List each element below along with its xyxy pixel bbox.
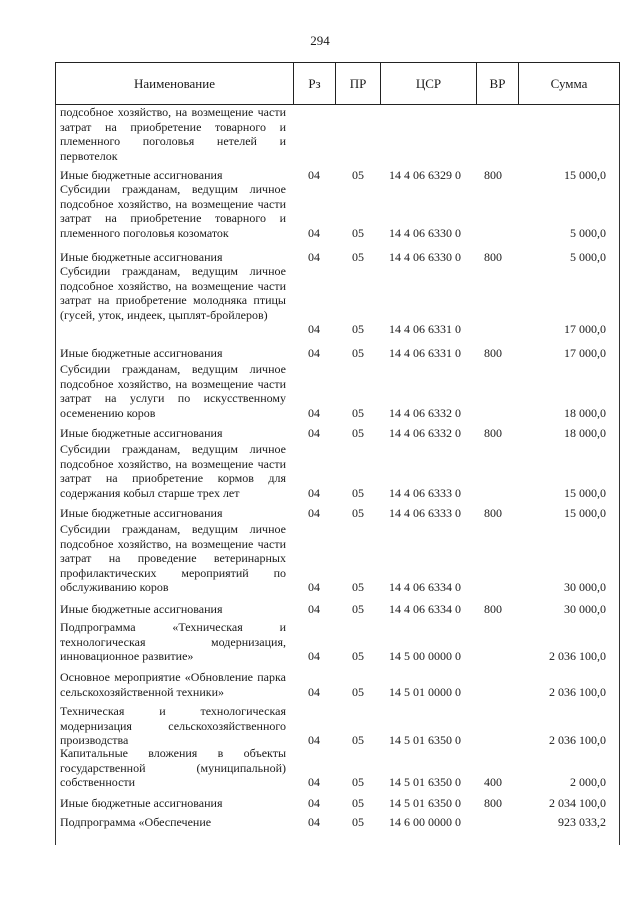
header-pr: ПР xyxy=(335,63,380,104)
row-name: Субсидии гражданам, ведущим личное подсобное хозяйство, на возмещение части затрат на приобретение товарного и племенного поголовья козоматок xyxy=(60,182,286,240)
row-name: Иные бюджетные ассигнования xyxy=(60,250,223,264)
header-rz: Рз xyxy=(293,63,335,104)
row-pr: 05 xyxy=(352,485,364,500)
row-sum: 923 033,2 xyxy=(558,815,606,829)
row-rz: 04 xyxy=(308,684,320,699)
row-vr: 800 xyxy=(484,250,502,264)
row-name: подсобное хозяйство, на возмещение части затрат на приобретение товарного и племенного поголовья нетелей и первотелок xyxy=(60,105,286,163)
row-sum: 2 000,0 xyxy=(570,775,606,790)
row-name: Субсидии гражданам, ведущим личное подсобное хозяйство, на возмещение части затрат на услуги по искусственному осеменению коров xyxy=(60,362,286,420)
row-name: Подпрограмма «Обеспечение xyxy=(60,815,212,829)
row-rz: 04 xyxy=(308,250,320,264)
row-sum: 17 000,0 xyxy=(564,346,606,360)
header-name: Наименование xyxy=(134,76,215,91)
row-pr: 05 xyxy=(352,346,364,360)
row-sum: 5 000,0 xyxy=(570,250,606,264)
row-pr: 05 xyxy=(352,405,364,420)
page-number: 294 xyxy=(310,33,330,48)
row-name: Субсидии гражданам, ведущим личное подсобное хозяйство, на возмещение части затрат на приобретение молодняка птицы (гусей, уток, индеек, цыплят-бройлеров) xyxy=(60,264,286,322)
row-pr: 05 xyxy=(352,815,364,829)
table-right-border xyxy=(619,105,620,845)
row-pr: 05 xyxy=(352,796,364,810)
row-name: Основное мероприятие «Обновление парка сельскохозяйственной техники» xyxy=(60,670,286,699)
row-vr: 400 xyxy=(484,775,502,790)
row-rz: 04 xyxy=(308,405,320,420)
row-name: Иные бюджетные ассигнования xyxy=(60,426,223,440)
row-name: Подпрограмма «Техническая и технологическая модернизация, инновационное развитие» xyxy=(60,620,286,664)
row-pr: 05 xyxy=(352,322,364,337)
row-sum: 15 000,0 xyxy=(564,485,606,500)
row-rz: 04 xyxy=(308,602,320,616)
row-sum: 30 000,0 xyxy=(564,602,606,616)
row-csr: 14 5 00 0000 0 xyxy=(389,649,461,664)
row-name: Иные бюджетные ассигнования xyxy=(60,796,223,810)
row-rz: 04 xyxy=(308,168,320,182)
table-left-border xyxy=(55,105,56,845)
row-vr: 800 xyxy=(484,796,502,810)
header-sum: Сумма xyxy=(518,63,619,104)
row-pr: 05 xyxy=(352,225,364,240)
row-sum: 2 036 100,0 xyxy=(549,684,606,699)
row-name: Иные бюджетные ассигнования xyxy=(60,506,223,520)
row-rz: 04 xyxy=(308,346,320,360)
row-vr: 800 xyxy=(484,602,502,616)
row-pr: 05 xyxy=(352,602,364,616)
row-pr: 05 xyxy=(352,506,364,520)
row-rz: 04 xyxy=(308,506,320,520)
row-sum: 15 000,0 xyxy=(564,168,606,182)
row-rz: 04 xyxy=(308,815,320,829)
row-vr: 800 xyxy=(484,506,502,520)
row-rz: 04 xyxy=(308,580,320,595)
row-rz: 04 xyxy=(308,426,320,440)
header-csr: ЦСР xyxy=(380,63,476,104)
row-sum: 5 000,0 xyxy=(570,225,606,240)
row-sum: 2 034 100,0 xyxy=(549,796,606,810)
row-pr: 05 xyxy=(352,684,364,699)
row-name: Иные бюджетные ассигнования xyxy=(60,168,223,182)
row-rz: 04 xyxy=(308,775,320,790)
row-pr: 05 xyxy=(352,168,364,182)
header-vr: ВР xyxy=(476,63,518,104)
table-header xyxy=(55,62,620,105)
row-pr: 05 xyxy=(352,775,364,790)
row-vr: 800 xyxy=(484,426,502,440)
row-sum: 2 036 100,0 xyxy=(549,733,606,748)
row-name: Капитальные вложения в объекты государственной (муниципальной) собственности xyxy=(60,746,286,790)
row-rz: 04 xyxy=(308,796,320,810)
row-csr: 14 5 01 0000 0 xyxy=(389,684,461,699)
row-name: Иные бюджетные ассигнования xyxy=(60,346,223,360)
row-sum: 18 000,0 xyxy=(564,426,606,440)
row-rz: 04 xyxy=(308,733,320,748)
row-csr: 14 4 06 6329 0 xyxy=(389,168,461,182)
row-rz: 04 xyxy=(308,649,320,664)
row-csr: 14 4 06 6331 0 xyxy=(389,346,461,360)
row-name: Субсидии гражданам, ведущим личное подсобное хозяйство, на возмещение части затрат на проведение ветеринарных профилактических мероприятий по обслуживанию коров xyxy=(60,522,286,595)
row-csr: 14 4 06 6334 0 xyxy=(389,602,461,616)
row-csr: 14 5 01 6350 0 xyxy=(389,796,461,810)
row-rz: 04 xyxy=(308,225,320,240)
row-pr: 05 xyxy=(352,580,364,595)
row-csr: 14 4 06 6333 0 xyxy=(389,485,461,500)
row-csr: 14 4 06 6332 0 xyxy=(389,405,461,420)
row-name: Субсидии гражданам, ведущим личное подсобное хозяйство, на возмещение части затрат на приобретение кормов для содержания кобыл старше трех лет xyxy=(60,442,286,500)
row-name: Техническая и технологическая модернизация сельскохозяйственного производства xyxy=(60,704,286,748)
row-pr: 05 xyxy=(352,649,364,664)
row-pr: 05 xyxy=(352,426,364,440)
row-sum: 30 000,0 xyxy=(564,580,606,595)
row-pr: 05 xyxy=(352,733,364,748)
row-rz: 04 xyxy=(308,485,320,500)
row-sum: 18 000,0 xyxy=(564,405,606,420)
row-vr: 800 xyxy=(484,168,502,182)
row-csr: 14 6 00 0000 0 xyxy=(389,815,461,829)
row-vr: 800 xyxy=(484,346,502,360)
row-sum: 2 036 100,0 xyxy=(549,649,606,664)
row-csr: 14 4 06 6332 0 xyxy=(389,426,461,440)
row-csr: 14 4 06 6331 0 xyxy=(389,322,461,337)
row-csr: 14 5 01 6350 0 xyxy=(389,775,461,790)
row-name: Иные бюджетные ассигнования xyxy=(60,602,223,616)
row-rz: 04 xyxy=(308,322,320,337)
row-sum: 15 000,0 xyxy=(564,506,606,520)
row-csr: 14 4 06 6330 0 xyxy=(389,250,461,264)
row-csr: 14 4 06 6330 0 xyxy=(389,225,461,240)
row-sum: 17 000,0 xyxy=(564,322,606,337)
row-csr: 14 4 06 6334 0 xyxy=(389,580,461,595)
row-pr: 05 xyxy=(352,250,364,264)
row-csr: 14 4 06 6333 0 xyxy=(389,506,461,520)
row-csr: 14 5 01 6350 0 xyxy=(389,733,461,748)
